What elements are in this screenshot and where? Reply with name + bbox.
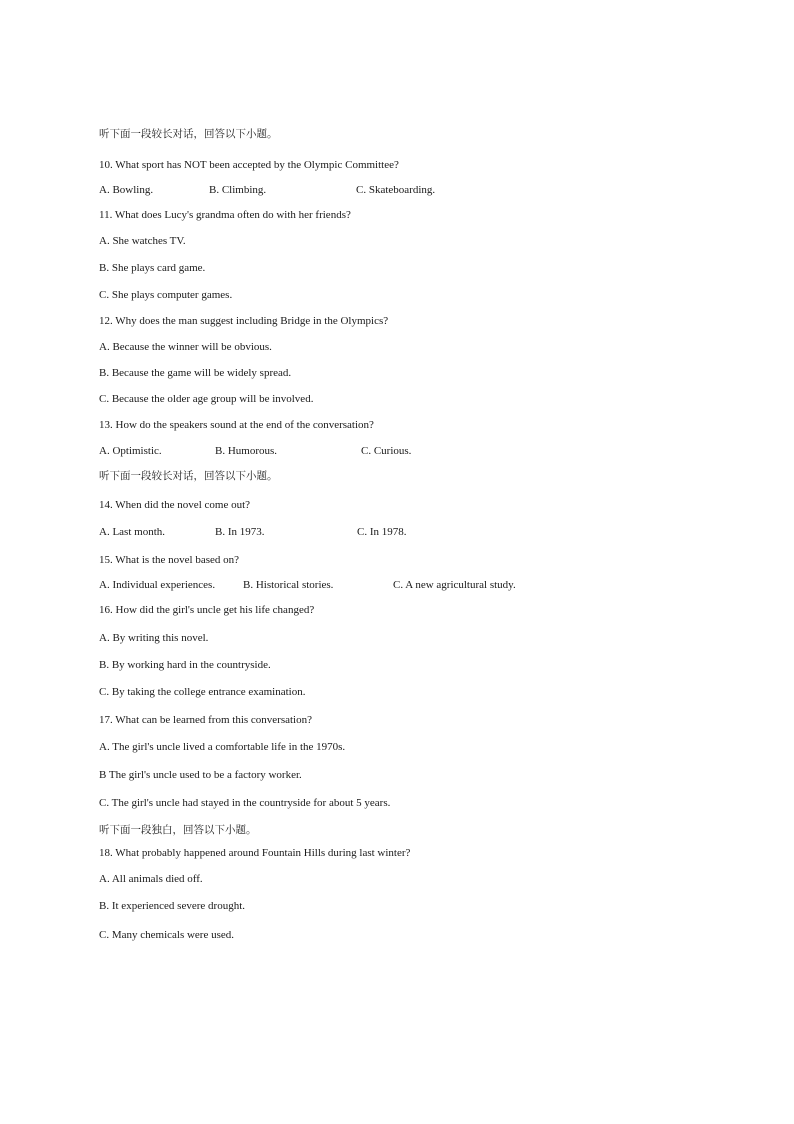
option-c: C. Many chemicals were used.: [99, 929, 235, 941]
option-b: B. In 1973.: [215, 526, 265, 538]
option-b: B. Historical stories.: [243, 579, 334, 591]
question-stem: 17. What can be learned from this conversation?: [99, 714, 312, 726]
option-a: A. Optimistic.: [99, 445, 162, 457]
question-stem: 18. What probably happened around Fountain Hills during last winter?: [99, 847, 411, 859]
option-b: B. Humorous.: [215, 445, 278, 457]
option-a: A. She watches TV.: [99, 235, 186, 247]
option-a: A. Because the winner will be obvious.: [99, 341, 272, 353]
question-stem: 10. What sport has NOT been accepted by the Olympic Committee?: [99, 159, 399, 171]
section-heading: 听下面一段独白，回答以下小题。: [99, 824, 257, 836]
option-a: A. Individual experiences.: [99, 579, 216, 591]
option-b: B. It experienced severe drought.: [99, 900, 245, 912]
option-c: C. The girl's uncle had stayed in the countryside for about 5 years.: [99, 797, 391, 809]
option-b: B. Climbing.: [209, 184, 267, 196]
question-stem: 11. What does Lucy's grandma often do with her friends?: [99, 209, 351, 221]
option-a: A. By writing this novel.: [99, 632, 209, 644]
question-stem: 15. What is the novel based on?: [99, 554, 240, 566]
option-a: A. Last month.: [99, 526, 165, 538]
option-c: C. She plays computer games.: [99, 289, 233, 301]
option-b: B. She plays card game.: [99, 262, 206, 274]
option-b: B. By working hard in the countryside.: [99, 659, 271, 671]
option-b: B The girl's uncle used to be a factory worker.: [99, 769, 302, 781]
section-heading: 听下面一段较长对话，回答以下小题。: [99, 128, 278, 140]
option-c: C. By taking the college entrance examination.: [99, 686, 306, 698]
option-a: A. All animals died off.: [99, 873, 203, 885]
option-c: C. A new agricultural study.: [393, 579, 516, 591]
question-stem: 13. How do the speakers sound at the end of the conversation?: [99, 419, 374, 431]
option-a: A. The girl's uncle lived a comfortable life in the 1970s.: [99, 741, 346, 753]
question-stem: 12. Why does the man suggest including Bridge in the Olympics?: [99, 315, 389, 327]
option-c: C. Skateboarding.: [356, 184, 436, 196]
option-c: C. Curious.: [361, 445, 412, 457]
option-b: B. Because the game will be widely spread.: [99, 367, 292, 379]
option-a: A. Bowling.: [99, 184, 154, 196]
option-c: C. Because the older age group will be involved.: [99, 393, 314, 405]
question-stem: 14. When did the novel come out?: [99, 499, 251, 511]
question-stem: 16. How did the girl's uncle get his life changed?: [99, 604, 315, 616]
section-heading: 听下面一段较长对话，回答以下小题。: [99, 470, 278, 482]
option-c: C. In 1978.: [357, 526, 407, 538]
